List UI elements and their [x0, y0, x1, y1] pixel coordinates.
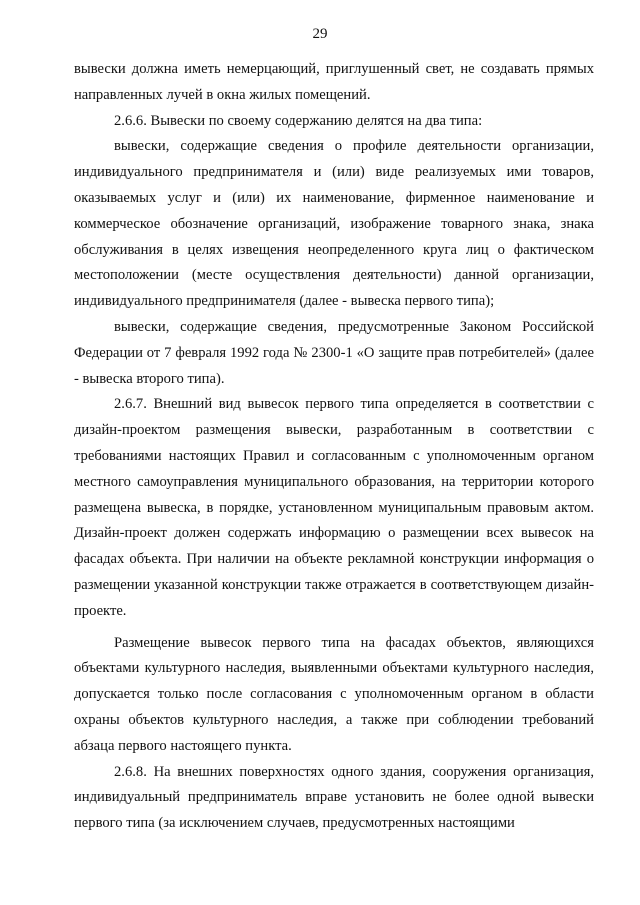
paragraph-2-6-7: 2.6.7. Внешний вид вывесок первого типа определяется в соответствии с дизайн-проектом размещения вывески, разработанным в соответствии с требованиями настоящих Правил и согласованным с уполномоченным органом местного самоуправления муниципального образования, на территории которого размещена вывеска, в порядке, установленном муниципальным правовым актом. Дизайн-проект должен содержать информацию о размещении всех вывесок на фасадах объекта. При наличии на объекте рекламной конструкции информация о размещении указанной конструкции также отражается в соответствующем дизайн-проекте. [74, 396, 594, 619]
paragraph-2-6-6: 2.6.6. Вывески по своему содержанию делятся на два типа: [114, 112, 483, 129]
paragraph-cultural-heritage: Размещение вывесок первого типа на фасадах объектов, являющихся объектами культурного наследия, выявленными объектами культурного наследия, допускается только после согласования с уполномоченным органом в области охраны объектов культурного наследия, а также при соблюдении требований абзаца первого настоящего пункта. [74, 634, 594, 754]
body-text [74, 57, 594, 837]
paragraph-lighting-continuation: вывески должна иметь немерцающий, приглушенный свет, не создавать прямых направленных лучей в окна жилых помещений. [74, 61, 594, 103]
paragraph-sign-type-one: вывески, содержащие сведения о профиле деятельности организации, индивидуального предпринимателя и (или) виде реализуемых ими товаров, оказываемых услуг и (или) их наименование, фирменное наименование и коммерческое обозначение организаций, изображение товарного знака, знака обслуживания в целях извещения неопределенного круга лиц о фактическом местоположении (месте осуществления деятельности) данной организации, индивидуального предпринимателя (далее - вывеска первого типа); [74, 138, 594, 310]
paragraph-2-6-8: 2.6.8. На внешних поверхностях одного здания, сооружения организация, индивидуальный предприниматель вправе установить не более одной вывески первого типа (за исключением случаев, предусмотренных настоящими [74, 763, 594, 832]
paragraph-sign-type-two: вывески, содержащие сведения, предусмотренные Законом Российской Федерации от 7 февраля 1992 года № 2300-1 «О защите прав потребителей» (далее - вывеска второго типа). [74, 318, 594, 387]
page-number: 29 [312, 26, 328, 42]
